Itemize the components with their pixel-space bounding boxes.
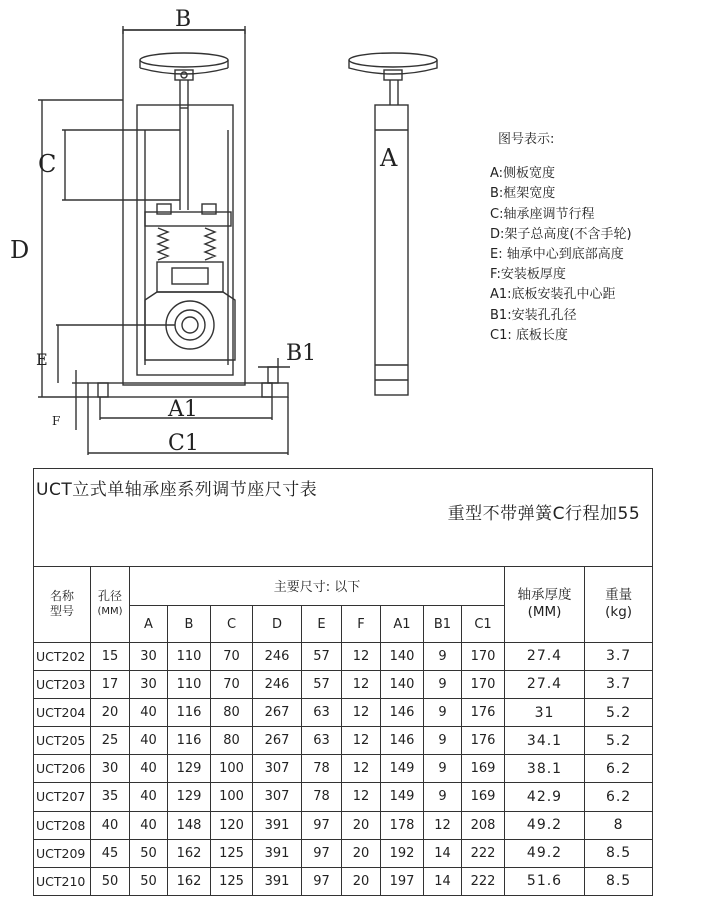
legend-item: B1:安装孔孔径 — [490, 307, 577, 323]
table-row — [34, 811, 653, 839]
column-header-c1: C1 — [462, 606, 505, 642]
value-cell: 120 — [211, 811, 253, 839]
value-cell: 9 — [424, 755, 462, 783]
model-cell: UCT210 — [34, 867, 91, 895]
value-cell: 15 — [91, 642, 130, 670]
header-thickness — [505, 566, 585, 642]
model-cell: UCT207 — [34, 783, 91, 811]
value-cell: 30 — [130, 670, 168, 698]
value-cell: 30 — [130, 642, 168, 670]
column-header-a1: A1 — [381, 606, 424, 642]
value-cell: 6.2 — [585, 755, 653, 783]
header-bore — [91, 566, 130, 642]
value-cell: 97 — [302, 839, 342, 867]
value-cell: 246 — [253, 642, 302, 670]
table-row — [34, 670, 653, 698]
header-name-top: 名称 — [49, 589, 74, 604]
value-cell: 170 — [462, 670, 505, 698]
value-cell: 12 — [342, 642, 381, 670]
label-e: E — [36, 350, 48, 369]
column-header-f: F — [342, 606, 381, 642]
value-cell: 5.2 — [585, 699, 653, 727]
value-cell: 8 — [585, 811, 653, 839]
value-cell: 38.1 — [505, 755, 585, 783]
value-cell: 63 — [302, 727, 342, 755]
value-cell: 3.7 — [585, 642, 653, 670]
value-cell: 100 — [211, 755, 253, 783]
value-cell: 116 — [168, 727, 211, 755]
value-cell: 50 — [130, 867, 168, 895]
value-cell: 30 — [91, 755, 130, 783]
label-b: B — [175, 7, 192, 32]
value-cell: 391 — [253, 867, 302, 895]
value-cell: 14 — [424, 867, 462, 895]
value-cell: 267 — [253, 699, 302, 727]
value-cell: 6.2 — [585, 783, 653, 811]
table-row — [34, 699, 653, 727]
value-cell: 40 — [130, 727, 168, 755]
value-cell: 57 — [302, 642, 342, 670]
label-a1: A1 — [168, 397, 198, 422]
value-cell: 57 — [302, 670, 342, 698]
value-cell: 391 — [253, 811, 302, 839]
column-header-c: C — [211, 606, 253, 642]
header-weight — [585, 566, 653, 642]
value-cell: 146 — [381, 699, 424, 727]
legend-item: F:安装板厚度 — [490, 267, 566, 283]
value-cell: 110 — [168, 670, 211, 698]
value-cell: 20 — [342, 867, 381, 895]
value-cell: 178 — [381, 811, 424, 839]
model-cell: UCT208 — [34, 811, 91, 839]
header-name-bottom: 型号 — [49, 604, 74, 619]
value-cell: 8.5 — [585, 839, 653, 867]
table-row — [34, 867, 653, 895]
value-cell: 12 — [424, 811, 462, 839]
value-cell: 31 — [505, 699, 585, 727]
column-header-e: E — [302, 606, 342, 642]
value-cell: 80 — [211, 699, 253, 727]
value-cell: 140 — [381, 670, 424, 698]
value-cell: 307 — [253, 783, 302, 811]
header-thickness-bottom: (MM) — [527, 604, 562, 621]
table-row — [34, 783, 653, 811]
label-b1: B1 — [286, 341, 317, 366]
value-cell: 222 — [462, 839, 505, 867]
table-row — [34, 642, 653, 670]
value-cell: 149 — [381, 783, 424, 811]
value-cell: 12 — [342, 783, 381, 811]
legend-item: A1:底板安装孔中心距 — [490, 287, 616, 303]
value-cell: 40 — [91, 811, 130, 839]
value-cell: 12 — [342, 755, 381, 783]
value-cell: 9 — [424, 783, 462, 811]
value-cell: 170 — [462, 642, 505, 670]
value-cell: 70 — [211, 670, 253, 698]
value-cell: 27.4 — [505, 642, 585, 670]
value-cell: 222 — [462, 867, 505, 895]
value-cell: 307 — [253, 755, 302, 783]
column-header-b: B — [168, 606, 211, 642]
value-cell: 17 — [91, 670, 130, 698]
table-row — [34, 839, 653, 867]
model-cell: UCT205 — [34, 727, 91, 755]
column-header-a: A — [130, 606, 168, 642]
value-cell: 125 — [211, 867, 253, 895]
spec-table — [33, 468, 653, 896]
value-cell: 208 — [462, 811, 505, 839]
table-title: UCT立式单轴承座系列调节座尺寸表 — [36, 480, 318, 500]
value-cell: 110 — [168, 642, 211, 670]
value-cell: 49.2 — [505, 811, 585, 839]
value-cell: 129 — [168, 755, 211, 783]
value-cell: 20 — [342, 811, 381, 839]
header-thickness-top: 轴承厚度 — [517, 587, 572, 604]
value-cell: 100 — [211, 783, 253, 811]
label-f: F — [52, 414, 61, 428]
table-title-cell — [34, 469, 653, 567]
table-subtitle: 重型不带弹簧C行程加55 — [447, 504, 641, 524]
value-cell: 3.7 — [585, 670, 653, 698]
model-cell: UCT204 — [34, 699, 91, 727]
value-cell: 20 — [342, 839, 381, 867]
value-cell: 12 — [342, 670, 381, 698]
value-cell: 50 — [130, 839, 168, 867]
value-cell: 50 — [91, 867, 130, 895]
value-cell: 9 — [424, 699, 462, 727]
value-cell: 169 — [462, 783, 505, 811]
value-cell: 97 — [302, 811, 342, 839]
header-bore-bottom: (MM) — [97, 606, 123, 618]
value-cell: 20 — [91, 699, 130, 727]
legend-item: C:轴承座调节行程 — [490, 206, 595, 222]
value-cell: 162 — [168, 867, 211, 895]
label-c1: C1 — [168, 431, 199, 456]
label-c: C — [38, 150, 57, 178]
header-main-dims: 主要尺寸: 以下 — [130, 566, 505, 606]
value-cell: 125 — [211, 839, 253, 867]
label-d: D — [10, 236, 30, 264]
value-cell: 246 — [253, 670, 302, 698]
value-cell: 267 — [253, 727, 302, 755]
table-row — [34, 755, 653, 783]
column-header-b1: B1 — [424, 606, 462, 642]
value-cell: 8.5 — [585, 867, 653, 895]
value-cell: 140 — [381, 642, 424, 670]
table-row — [34, 727, 653, 755]
value-cell: 9 — [424, 670, 462, 698]
value-cell: 78 — [302, 783, 342, 811]
header-weight-bottom: (kg) — [605, 604, 633, 621]
legend — [490, 130, 632, 346]
model-cell: UCT203 — [34, 670, 91, 698]
value-cell: 25 — [91, 727, 130, 755]
column-header-d: D — [253, 606, 302, 642]
value-cell: 169 — [462, 755, 505, 783]
legend-item: D:架子总高度(不含手轮) — [490, 226, 632, 242]
table-body — [34, 642, 653, 895]
value-cell: 14 — [424, 839, 462, 867]
value-cell: 5.2 — [585, 727, 653, 755]
value-cell: 51.6 — [505, 867, 585, 895]
model-cell: UCT209 — [34, 839, 91, 867]
legend-item: A:侧板宽度 — [490, 166, 556, 182]
legend-item: B:框架宽度 — [490, 186, 556, 202]
value-cell: 63 — [302, 699, 342, 727]
header-weight-top: 重量 — [605, 587, 633, 604]
value-cell: 27.4 — [505, 670, 585, 698]
value-cell: 12 — [342, 699, 381, 727]
value-cell: 176 — [462, 727, 505, 755]
value-cell: 49.2 — [505, 839, 585, 867]
value-cell: 146 — [381, 727, 424, 755]
value-cell: 42.9 — [505, 783, 585, 811]
value-cell: 40 — [130, 699, 168, 727]
value-cell: 162 — [168, 839, 211, 867]
value-cell: 80 — [211, 727, 253, 755]
model-cell: UCT202 — [34, 642, 91, 670]
value-cell: 34.1 — [505, 727, 585, 755]
header-bore-top: 孔径 — [97, 589, 122, 604]
value-cell: 9 — [424, 727, 462, 755]
value-cell: 40 — [130, 783, 168, 811]
value-cell: 148 — [168, 811, 211, 839]
label-a: A — [380, 144, 398, 172]
value-cell: 40 — [130, 755, 168, 783]
value-cell: 176 — [462, 699, 505, 727]
value-cell: 45 — [91, 839, 130, 867]
value-cell: 78 — [302, 755, 342, 783]
value-cell: 197 — [381, 867, 424, 895]
value-cell: 116 — [168, 699, 211, 727]
legend-item: E: 轴承中心到底部高度 — [490, 247, 624, 263]
value-cell: 391 — [253, 839, 302, 867]
legend-title: 图号表示: — [498, 132, 555, 147]
model-cell: UCT206 — [34, 755, 91, 783]
value-cell: 40 — [130, 811, 168, 839]
header-name — [34, 566, 91, 642]
value-cell: 9 — [424, 642, 462, 670]
legend-item: C1: 底板长度 — [490, 327, 568, 343]
value-cell: 35 — [91, 783, 130, 811]
value-cell: 12 — [342, 727, 381, 755]
value-cell: 149 — [381, 755, 424, 783]
value-cell: 70 — [211, 642, 253, 670]
value-cell: 129 — [168, 783, 211, 811]
value-cell: 97 — [302, 867, 342, 895]
value-cell: 192 — [381, 839, 424, 867]
